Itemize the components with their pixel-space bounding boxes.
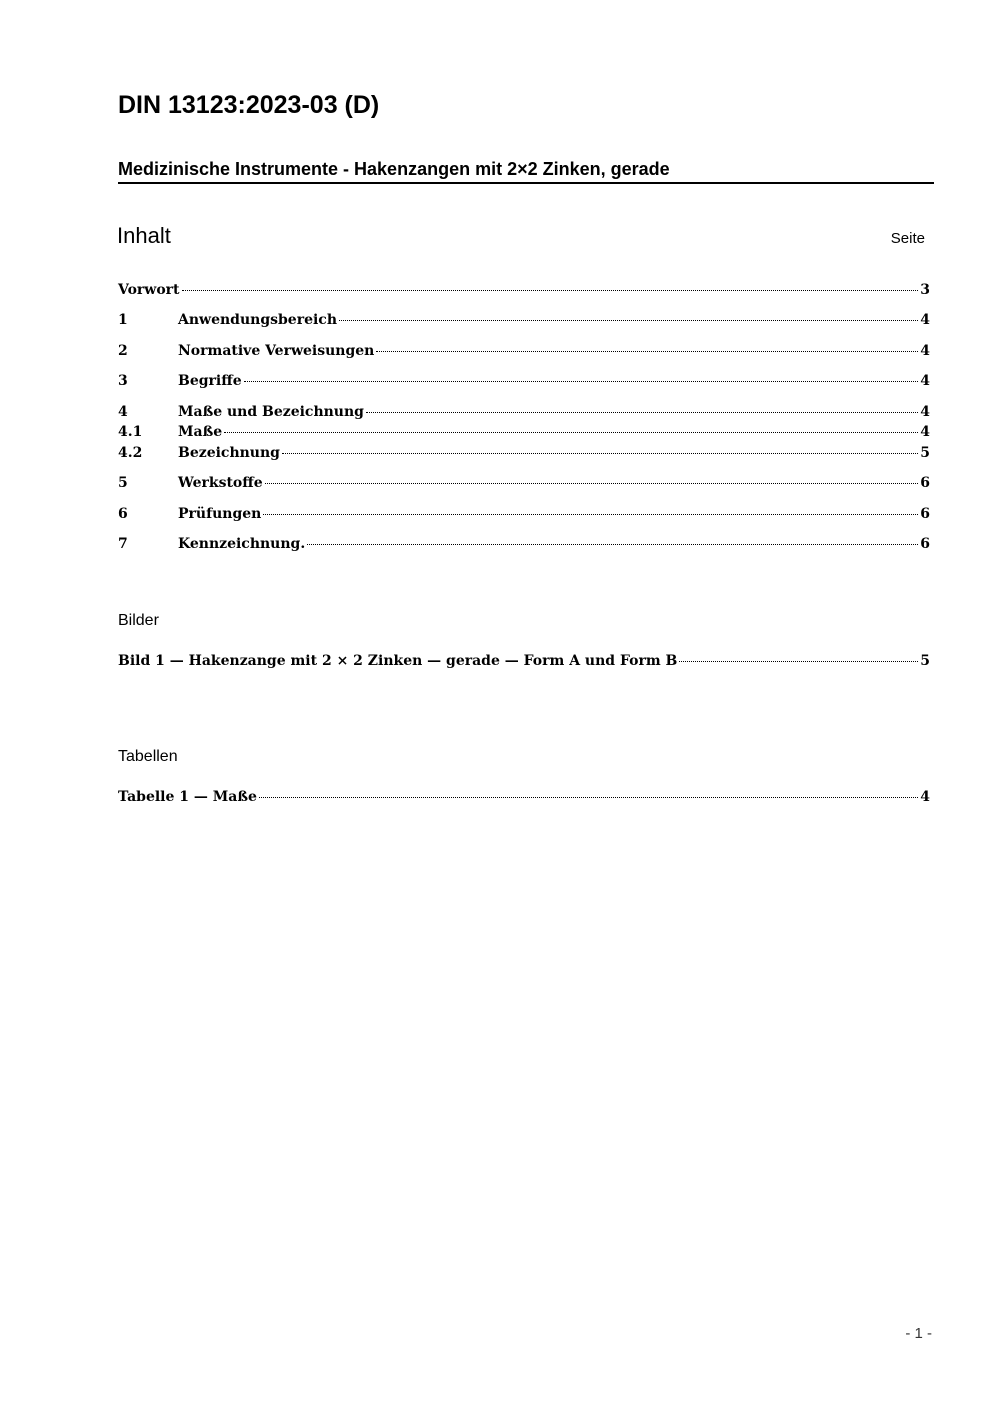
toc-entry-page: 4 — [920, 404, 930, 420]
toc-entry-bezeichnung[interactable] — [118, 443, 930, 463]
toc-dot-leader — [263, 514, 918, 515]
table-entry-tabelle-1[interactable] — [118, 787, 930, 807]
toc-dot-leader — [282, 453, 918, 454]
table-entry-title: Tabelle 1 — Maße — [118, 789, 257, 805]
toc-entry-number: 7 — [118, 536, 128, 552]
toc-entry-number: 3 — [118, 373, 128, 389]
toc-entry-page: 3 — [920, 282, 930, 298]
figure-entry-page: 5 — [920, 653, 930, 669]
toc-entry-number: 4.1 — [118, 424, 143, 440]
toc-dot-leader — [679, 661, 918, 662]
toc-entry-masse[interactable] — [118, 422, 930, 442]
document-subtitle: Medizinische Instrumente - Hakenzangen mit 2×2 Zinken, gerade — [118, 158, 934, 184]
toc-entry-title: Werkstoffe — [178, 475, 263, 491]
toc-dot-leader — [182, 290, 919, 291]
toc-entry-number: 4.2 — [118, 445, 143, 461]
toc-dot-leader — [339, 320, 918, 321]
toc-entry-werkstoffe[interactable] — [118, 473, 930, 493]
figures-heading: Bilder — [118, 612, 159, 629]
toc-entry-title: Anwendungsbereich — [178, 312, 337, 328]
toc-dot-leader — [224, 432, 918, 433]
toc-dot-leader — [244, 381, 919, 382]
toc-entry-page: 4 — [920, 343, 930, 359]
toc-entry-page: 6 — [920, 475, 930, 491]
table-entry-page: 4 — [920, 789, 930, 805]
toc-entry-page: 4 — [920, 373, 930, 389]
tables-heading: Tabellen — [118, 748, 178, 765]
toc-dot-leader — [376, 351, 918, 352]
toc-dot-leader — [307, 544, 918, 545]
toc-entry-title: Prüfungen — [178, 506, 262, 522]
toc-entry-page: 5 — [920, 445, 930, 461]
page-column-label: Seite — [890, 230, 925, 247]
toc-entry-title: Vorwort — [118, 282, 180, 298]
toc-entry-vorwort[interactable] — [118, 280, 930, 300]
toc-entry-page: 4 — [920, 312, 930, 328]
figure-entry-title: Bild 1 — Hakenzange mit 2 × 2 Zinken — gerade — Form A und Form B — [118, 653, 678, 669]
toc-entry-title: Kennzeichnung. — [178, 536, 306, 552]
toc-entry-number: 1 — [118, 312, 128, 328]
toc-entry-number: 2 — [118, 343, 128, 359]
toc-entry-title: Maße und Bezeichnung — [178, 404, 364, 420]
toc-entry-masse-und-bezeichnung[interactable] — [118, 402, 930, 422]
toc-entry-page: 6 — [920, 536, 930, 552]
toc-entry-number: 4 — [118, 404, 128, 420]
toc-entry-page: 6 — [920, 506, 930, 522]
toc-dot-leader — [259, 797, 918, 798]
toc-entry-begriffe[interactable] — [118, 371, 930, 391]
toc-entry-title: Begriffe — [178, 373, 242, 389]
toc-entry-title: Normative Verweisungen — [178, 343, 375, 359]
toc-entry-pruefungen[interactable] — [118, 504, 930, 524]
toc-entry-number: 6 — [118, 506, 128, 522]
toc-entry-kennzeichnung[interactable] — [118, 534, 930, 554]
toc-dot-leader — [366, 412, 918, 413]
toc-dot-leader — [265, 483, 919, 484]
page-number: - 1 - — [905, 1325, 932, 1342]
figure-entry-bild-1[interactable] — [118, 651, 930, 671]
toc-entry-title: Bezeichnung — [178, 445, 280, 461]
toc-entry-normative-verweisungen[interactable] — [118, 341, 930, 361]
toc-entry-anwendungsbereich[interactable] — [118, 310, 930, 330]
toc-entry-page: 4 — [920, 424, 930, 440]
toc-heading: Inhalt — [117, 223, 171, 248]
toc-entry-title: Maße — [178, 424, 223, 440]
document-title: DIN 13123:2023-03 (D) — [118, 91, 380, 119]
toc-entry-number: 5 — [118, 475, 128, 491]
